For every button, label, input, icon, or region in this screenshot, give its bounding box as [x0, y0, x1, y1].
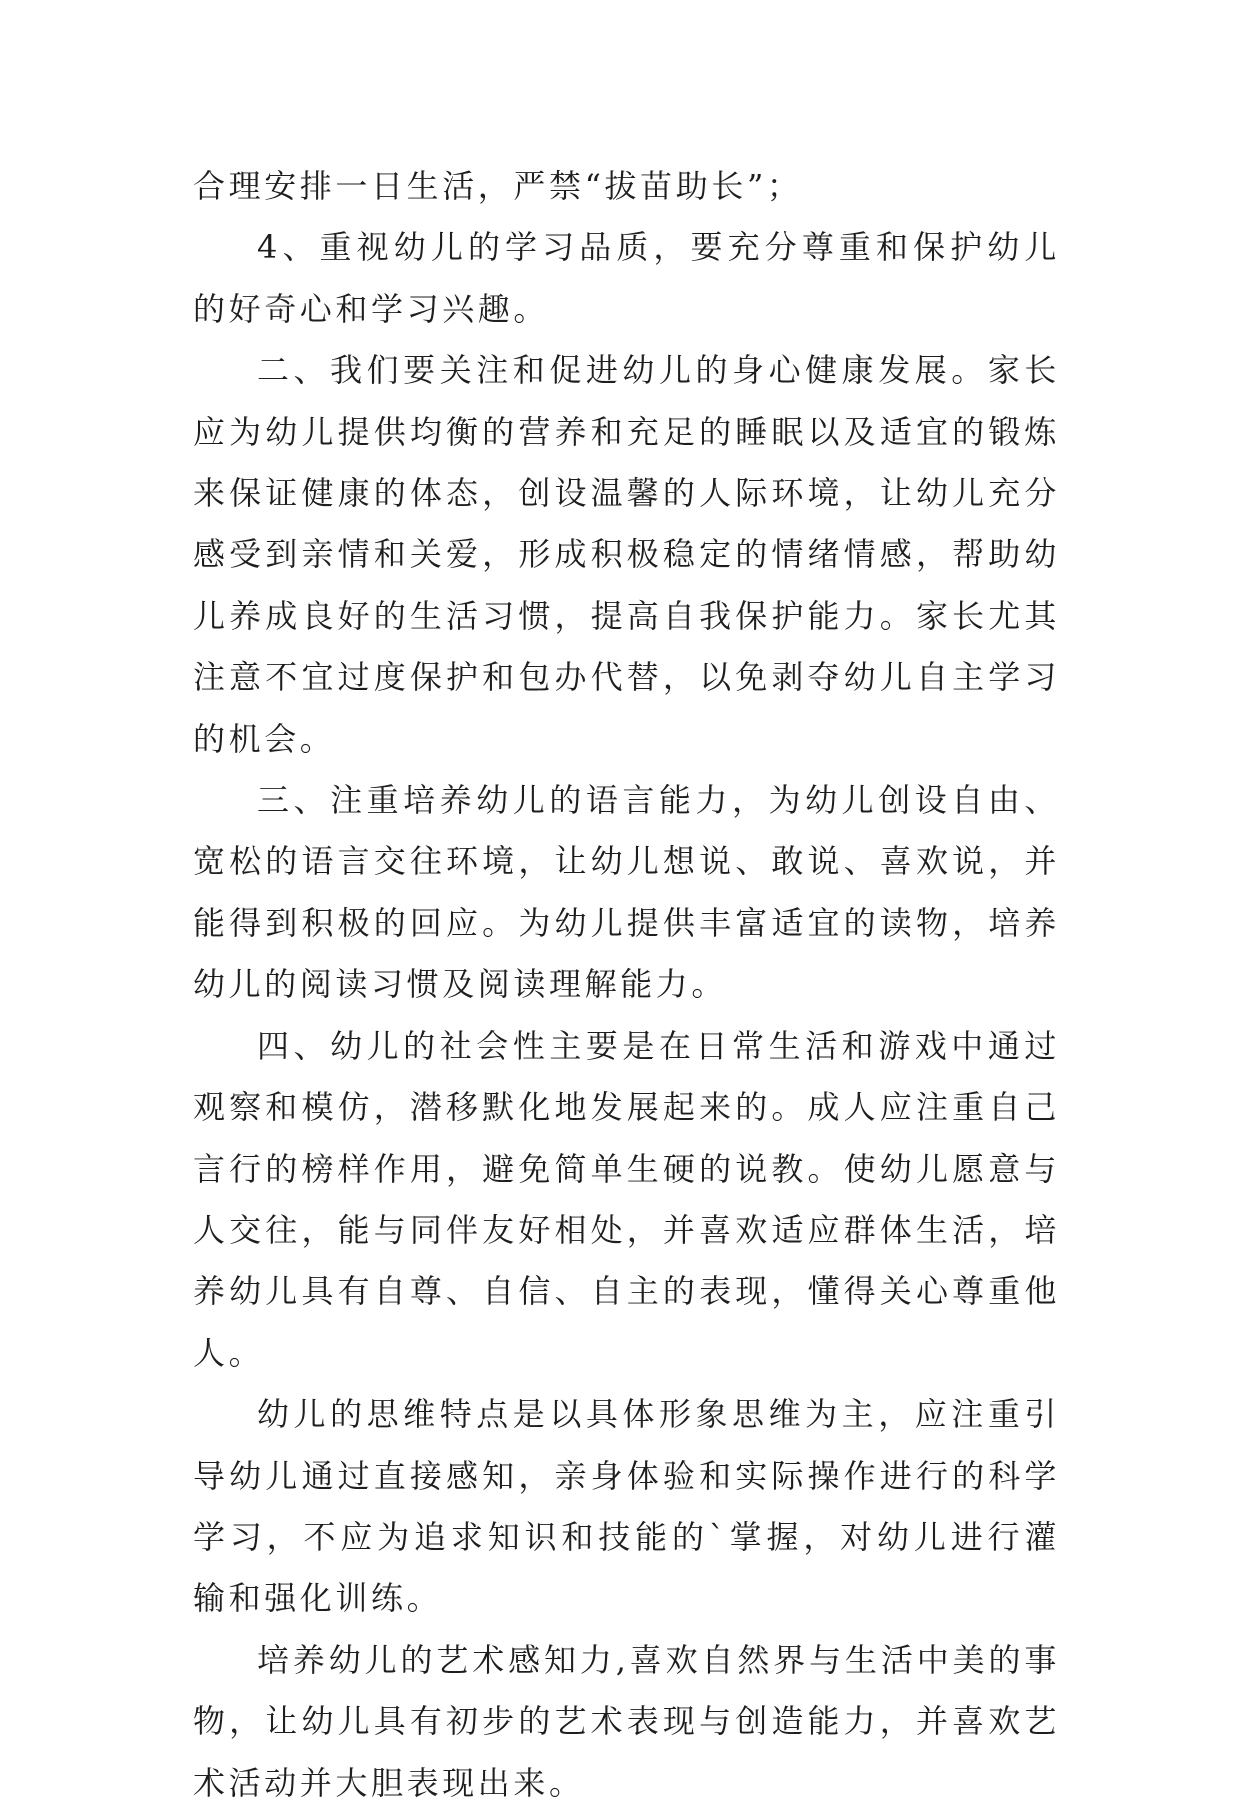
paragraph-language-ability: 三、注重培养幼儿的语言能力，为幼儿创设自由、宽松的语言交往环境，让幼儿想说、敢说、喜欢说，并能得到积极的回应。为幼儿提供丰富适宜的读物，培养幼儿的阅读习惯及阅读理解能力。 — [193, 781, 1060, 1004]
paragraph-thinking-science: 幼儿的思维特点是以具体形象思维为主，应注重引导幼儿通过直接感知，亲身体验和实际操作进行的科学学习，不应为追求知识和技能的`掌握，对幼儿进行灌输和强化训练。 — [193, 1395, 1060, 1618]
paragraph-health-development: 二、我们要关注和促进幼儿的身心健康发展。家长应为幼儿提供均衡的营养和充足的睡眠以及适宜的锻炼来保证健康的体态，创设温馨的人际环境，让幼儿充分感受到亲情和关爱，形成积极稳定的情绪情感，帮助幼儿养成良好的生活习惯，提高自我保护能力。家长尤其注意不宜过度保护和包办代替，以免剥夺幼儿自主学习的机会。 — [193, 351, 1060, 758]
paragraph-art-perception: 培养幼儿的艺术感知力,喜欢自然界与生活中美的事物，让幼儿具有初步的艺术表现与创造能力，并喜欢艺术活动并大胆表现出来。 — [193, 1640, 1060, 1802]
paragraph-social-development: 四、幼儿的社会性主要是在日常生活和游戏中通过观察和模仿，潜移默化地发展起来的。成人应注重自己言行的榜样作用，避免简单生硬的说教。使幼儿愿意与人交往，能与同伴友好相处，并喜欢适应群体生活，培养幼儿具有自尊、自信、自主的表现，懂得关心尊重他人。 — [193, 1026, 1060, 1372]
paragraph-learning-quality: 4、重视幼儿的学习品质，要充分尊重和保护幼儿的好奇心和学习兴趣。 — [193, 228, 1060, 328]
paragraph-continuation: 合理安排一日生活，严禁“拔苗助长”； — [193, 167, 803, 205]
document-body — [193, 156, 1060, 1814]
